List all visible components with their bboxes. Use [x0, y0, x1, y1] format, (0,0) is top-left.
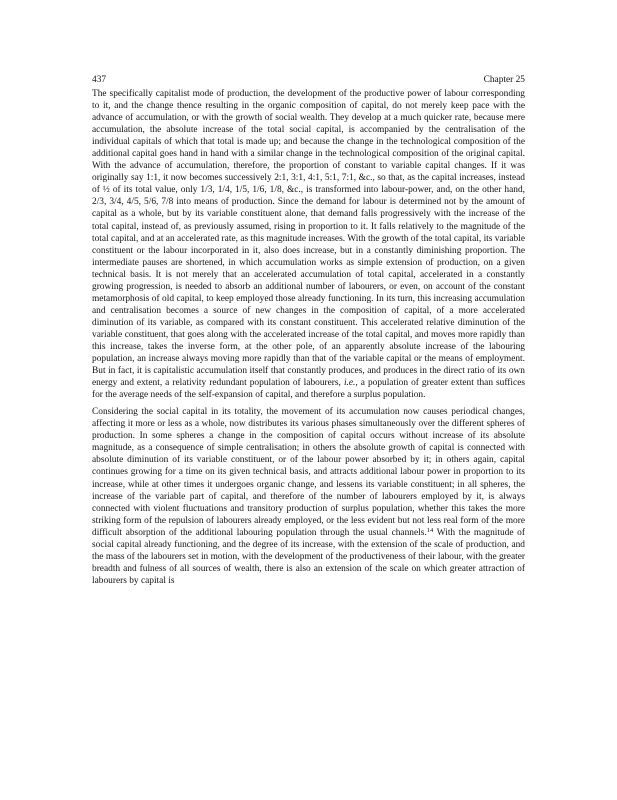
paragraph-1-text-a: The specifically capitalist mode of production, the development of the productive power of labour corresponding to it, and the change thence resulting in the organic composition of capital, do not merely keep pace with the advance of accumulation, or with the growth of social wealth. They develop at a much quicker rate, because mere accumulation, the absolute increase of the total social capital, is accompanied by the centralisation of the individual capitals of which that total is made up; and because the change in the technological composition of the additional capital goes hand in hand with a similar change in the technological composition of the original capital. With the advance of accumulation, therefore, the proportion of constant to variable capital changes. If it was originally say 1:1, it now becomes successively 2:1, 3:1, 4:1, 5:1, 7:1, &c., so that, as the capital increases, instead of ½ of its total value, only 1/3, 1/4, 1/5, 1/6, 1/8, &c., is transformed into labour-power, and, on the other hand, 2/3, 3/4, 4/5, 5/6, 7/8 into means of production. Since the demand for labour is determined not by the amount of capital as a whole, but by its variable constituent alone, that demand falls progressively with the increase of the total capital, instead of, as previously assumed, rising in proportion to it. It falls relatively to the magnitude of the total capital, and at an accelerated rate, as this magnitude increases. With the growth of the total capital, its variable constituent or the labour incorporated in it, also does increase, but in a constantly diminishing proportion. The intermediate pauses are shortened, in which accumulation works as simple extension of production, on a given technical basis. It is not merely that an accelerated accumulation of total capital, accelerated in a constantly growing progression, is needed to absorb an additional number of labourers, or even, on account of the constant metamorphosis of old capital, to keep employed those already functioning. In its turn, this increasing accumulation and centralisation becomes a source of new changes in the composition of capital, of a more accelerated diminution of its variable, as compared with its constant constituent. This accelerated relative diminution of the variable constituent, that goes along with the accelerated increase of the total capital, and moves more rapidly than this increase, takes the inverse form, at the other pole, of an apparently absolute increase of the labouring population, an increase always moving more rapidly than that of the variable capital or the means of employment. But in fact, it is capitalistic accumulation itself that constantly produces, and produces in the direct ratio of its own energy and extent, a relativity redundant population of labourers,: [92, 89, 525, 389]
footnote-reference[interactable]: 14: [426, 526, 434, 534]
chapter-label: Chapter 25: [483, 75, 525, 85]
paragraph-1: [92, 88, 525, 401]
paragraph-1-italic: i.e.: [343, 378, 356, 389]
paragraph-2: [92, 406, 525, 587]
paragraph-1-text-b: , a population of greater extent than suffices for the average needs of the self-expansion of capital, and therefore a surplus population.: [92, 378, 526, 401]
document-page: [92, 74, 525, 592]
running-head: [92, 74, 525, 86]
paragraph-2-text-b: With the magnitude of social capital already functioning, and the degree of its increase, with the extension of the scale of production, and the mass of the labourers set in motion, with the development of the productiveness of their labour, with the greater breadth and fulness of all sources of wealth, there is also an extension of the scale on which greater attraction of labourers by capital is: [92, 527, 525, 586]
paragraph-2-text-a: Considering the social capital in its totality, the movement of its accumulation now causes periodical changes, affecting it more or less as a whole, now distributes its various phases simultaneously over the different spheres of production. In some spheres a change in the composition of capital occurs without increase of its absolute magnitude, as a consequence of simple centralisation; in others the absolute growth of capital is connected with absolute diminution of its variable constituent, or of the labour power absorbed by it; in others again, capital continues growing for a time on its given technical basis, and attracts additional labour power in proportion to its increase, while at other times it undergoes organic change, and lessens its variable constituent; in all spheres, the increase of the variable part of capital, and therefore of the number of labourers employed by it, is always connected with violent fluctuations and transitory production of surplus population, whether this takes the more striking form of the repulsion of labourers already employed, or the less evident but not less real form of the more difficult absorption of the additional labouring population through the usual channels.: [92, 407, 525, 538]
page-number: 437: [92, 75, 107, 85]
